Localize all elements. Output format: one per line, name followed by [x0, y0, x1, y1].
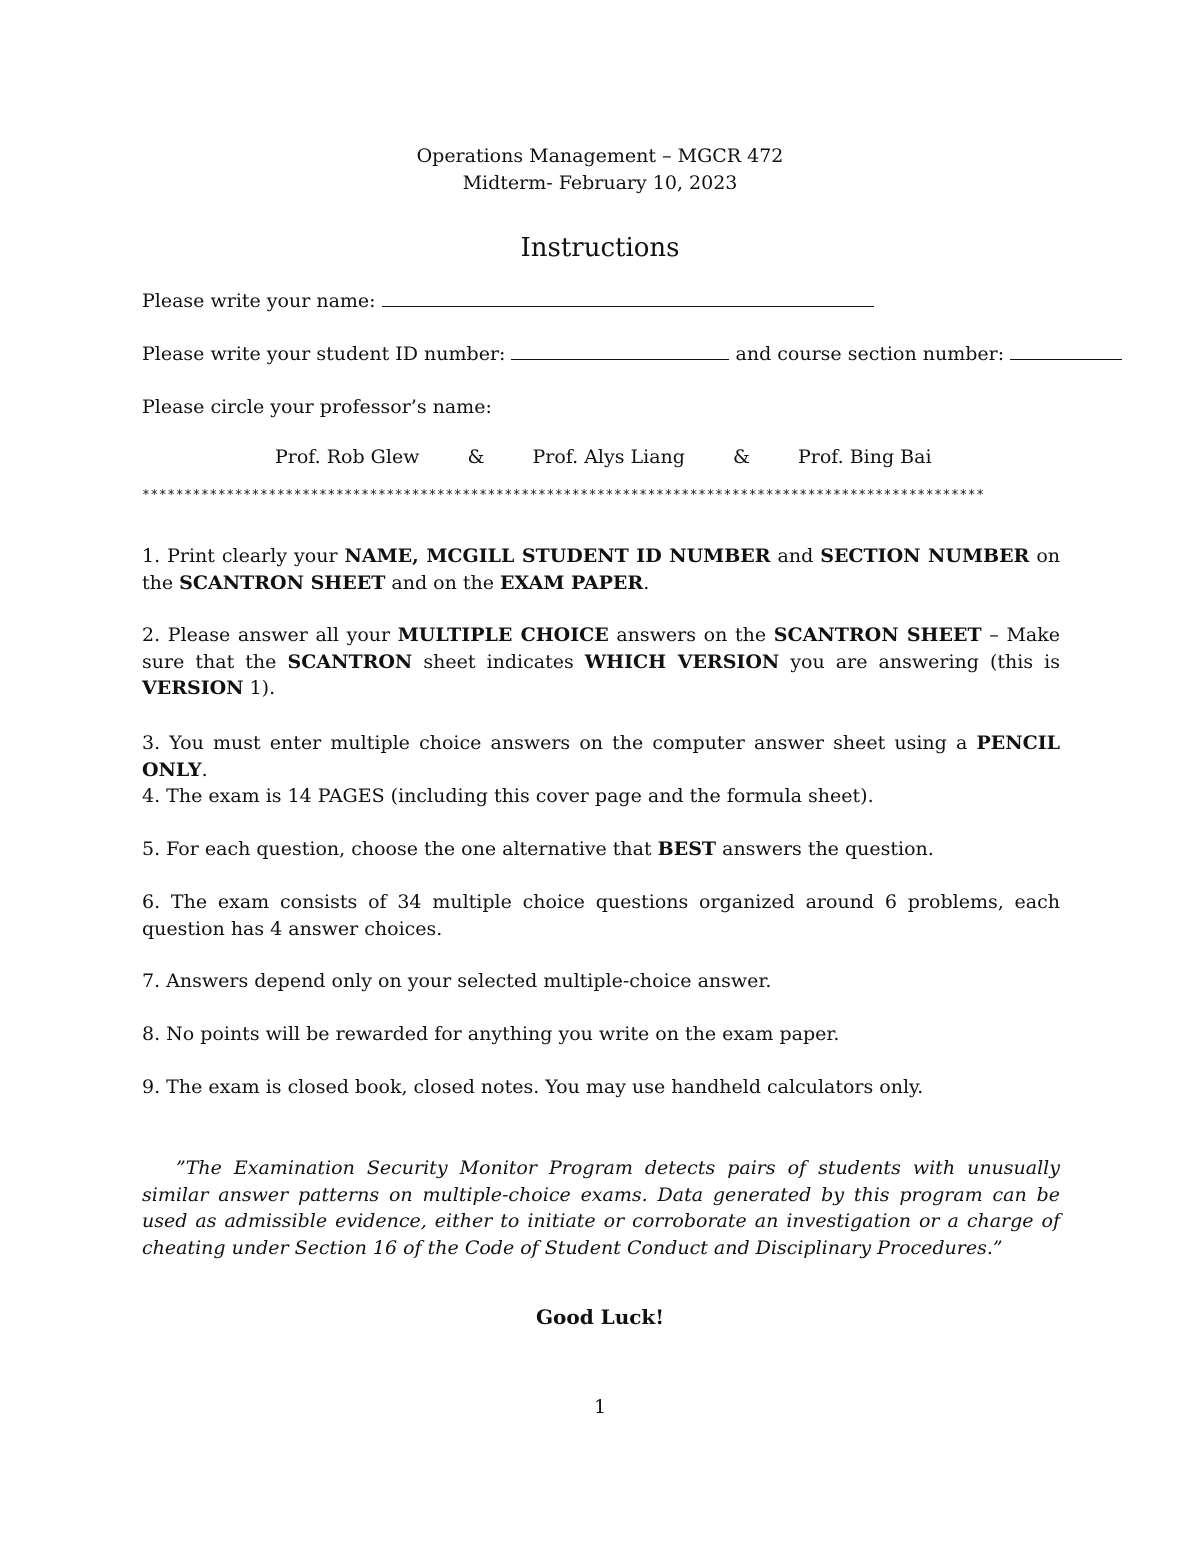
- professor-list: [275, 446, 932, 468]
- instruction-5: 5. For each question, choose the one alternative that BEST answers the question.: [142, 838, 934, 860]
- professor-liang[interactable]: Prof. Alys Liang: [532, 446, 685, 468]
- instruction-7: 7. Answers depend only on your selected multiple-choice answer.: [142, 970, 772, 992]
- closing-message: Good Luck!: [535, 1305, 665, 1329]
- name-blank[interactable]: [382, 288, 874, 307]
- professor-bai[interactable]: Prof. Bing Bai: [797, 446, 932, 468]
- separator: ****************************************************************************************************: [142, 488, 985, 503]
- instruction-8: 8. No points will be rewarded for anything you write on the exam paper.: [142, 1023, 840, 1045]
- ampersand: &: [467, 446, 485, 468]
- instruction-3: 3. You must enter multiple choice answers on the computer answer sheet using a PENCIL ONLY.: [142, 732, 1060, 781]
- professor-glew[interactable]: Prof. Rob Glew: [275, 446, 420, 468]
- name-label: Please write your name:: [142, 290, 376, 312]
- student-id-label: Please write your student ID number:: [142, 343, 506, 365]
- instruction-9: 9. The exam is closed book, closed notes. You may use handheld calculators only.: [142, 1076, 924, 1098]
- instruction-1: 1. Print clearly your NAME, MCGILL STUDENT ID NUMBER and SECTION NUMBER on the SCANTRON SHEET and on the EXAM PAPER.: [142, 545, 1060, 594]
- page-number: 1: [593, 1396, 607, 1418]
- id-row: [142, 341, 1122, 367]
- student-id-blank[interactable]: [511, 341, 729, 360]
- section-label: and course section number:: [735, 343, 1005, 365]
- ampersand: &: [733, 446, 750, 468]
- instruction-6: 6. The exam consists of 34 multiple choice questions organized around 6 problems, each question has 4 answer choices.: [142, 891, 1060, 940]
- instruction-2: 2. Please answer all your MULTIPLE CHOICE answers on the SCANTRON SHEET – Make sure that the SCANTRON sheet indicates WHICH VERSION you are answering (this is VERSION 1).: [142, 624, 1061, 699]
- course-title: Operations Management – MGCR 472: [416, 145, 784, 167]
- name-row: [142, 288, 874, 314]
- instruction-4: 4. The exam is 14 PAGES (including this cover page and the formula sheet).: [142, 785, 874, 807]
- page-title: Instructions: [520, 233, 680, 263]
- section-blank[interactable]: [1010, 341, 1122, 360]
- security-notice: ”The Examination Security Monitor Program detects pairs of students with unusually similar answer patterns on multiple-choice exams. Data generated by this program can be used as admissible evidence, either to initiate or corroborate an investigation or a charge of cheating under Section 16 of the Code of Student Conduct and Disciplinary Procedures.”: [142, 1157, 1060, 1259]
- exam-date: Midterm- February 10, 2023: [462, 172, 738, 194]
- circle-professor-label: Please circle your professor’s name:: [142, 396, 492, 418]
